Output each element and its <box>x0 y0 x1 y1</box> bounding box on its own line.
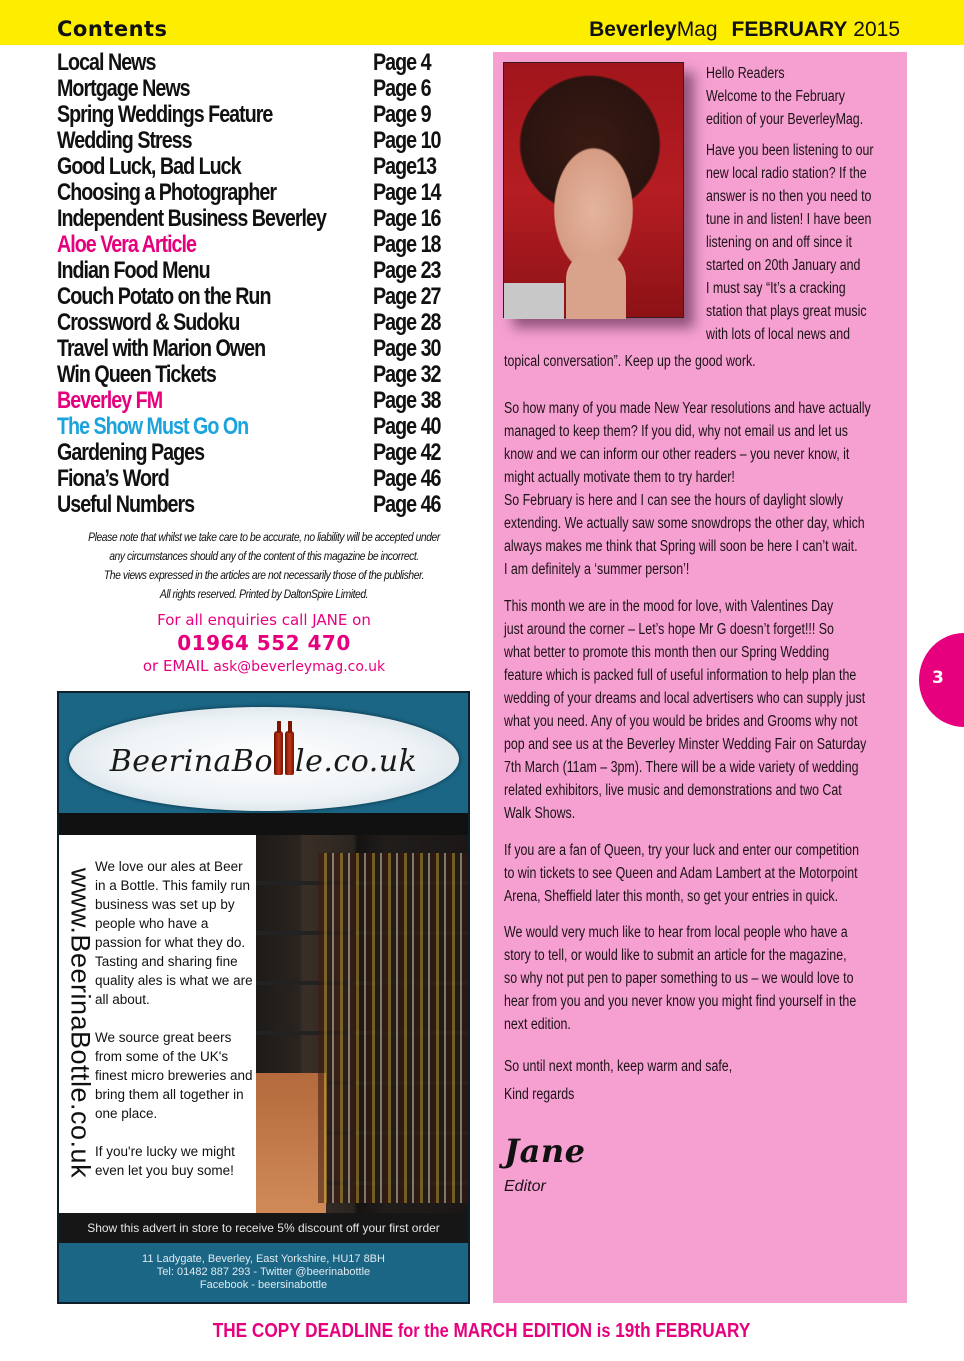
contents-item-title: Beverley FM <box>57 387 163 414</box>
contents-item[interactable] <box>57 414 457 440</box>
mag-name-light: Mag <box>676 18 718 41</box>
letter-line: answer is no then you need to <box>706 188 872 205</box>
letter-line: next edition. <box>504 1016 571 1033</box>
contents-item[interactable] <box>57 388 457 414</box>
contents-item[interactable] <box>57 284 457 310</box>
letter-paragraph-queen <box>504 839 904 908</box>
letter-closing <box>504 1055 904 1106</box>
contents-item[interactable] <box>57 154 457 180</box>
contents-item-page: Page 9 <box>373 101 431 128</box>
advert-tel: Tel: 01482 887 293 - Twitter @beerinabottle <box>156 1266 371 1278</box>
letter-line: So until next month, keep warm and safe, <box>504 1058 733 1075</box>
contents-item-page: Page 28 <box>373 309 441 336</box>
letter-line: I am definitely a ‘summer person’! <box>504 561 690 578</box>
footer-part: is <box>597 1321 611 1342</box>
letter-line: This month we are in the mood for love, with Valentines Day <box>504 598 834 615</box>
letter-paragraph-valentines <box>504 595 904 825</box>
advert-copy <box>95 857 255 1199</box>
contents-item-title: Indian Food Menu <box>57 257 210 284</box>
contents-item-title: Aloe Vera Article <box>57 231 196 258</box>
contents-item-page: Page 40 <box>373 413 441 440</box>
contents-item-page: Page 42 <box>373 439 441 466</box>
letter-line: topical conversation”. Keep up the good work. <box>504 353 756 370</box>
contents-item[interactable] <box>57 310 457 336</box>
contents-item[interactable] <box>57 50 457 76</box>
letter-line: know and we can inform our other readers – you never know, it <box>504 446 850 463</box>
letter-intro <box>706 62 901 346</box>
letter-line: started on 20th January and <box>706 257 861 274</box>
contents-item-title: Gardening Pages <box>57 439 205 466</box>
contents-item-title: Spring Weddings Feature <box>57 101 273 128</box>
letter-line: new local radio station? If the <box>706 165 867 182</box>
bottle-icon <box>274 731 283 775</box>
contents-item-title: Useful Numbers <box>57 491 195 518</box>
letter-line: pop and see us at the Beverley Minster Wedding Fair on Saturday <box>504 736 867 753</box>
portrait-neck <box>566 253 626 319</box>
disclaimer-line: The views expressed in the articles are not necessarily those of the publisher. <box>103 568 425 582</box>
contents-item[interactable] <box>57 232 457 258</box>
letter-line: might actually motivate them to try harder! <box>504 469 735 486</box>
letter-line: story to tell, or would like to submit an article for the magazine, <box>504 947 847 964</box>
contents-item-title: Local News <box>57 49 156 76</box>
letter-line: Kind regards <box>504 1086 575 1103</box>
advert-logo-left: BeerinaBo <box>109 744 274 779</box>
section-title: Contents <box>57 17 168 41</box>
letter-line: related exhibitors, live music and demonstrations and two Cat <box>504 782 842 799</box>
contents-item[interactable] <box>57 102 457 128</box>
contents-item-page: Page13 <box>373 153 437 180</box>
contents-item-page: Page 16 <box>373 205 441 232</box>
contents-item-page: Page 14 <box>373 179 441 206</box>
contents-item-page: Page 4 <box>373 49 431 76</box>
contents-item[interactable] <box>57 180 457 206</box>
advert-copy-paragraph: We love our ales at Beer in a Bottle. This family run business was set up by people who have a passion for what they do. Tasting and sharing fine quality ales is what we are all about. <box>95 859 253 1007</box>
contents-list <box>57 50 457 518</box>
contents-item-title: Independent Business Beverley <box>57 205 326 232</box>
letter-line: Hello Readers <box>706 65 785 82</box>
letter-line: If you are a fan of Queen, try your luck and enter our competition <box>504 842 859 859</box>
letter-line: just around the corner – Let’s hope Mr G doesn’t forget!!! So <box>504 621 834 638</box>
letter-line: Welcome to the February <box>706 88 845 105</box>
advert-divider <box>59 813 468 835</box>
letter-line: what better to promote this month then our Spring Wedding <box>504 644 830 661</box>
letter-line: So February is here and I can see the hours of daylight slowly <box>504 492 844 509</box>
email-label: or EMAIL <box>142 657 209 675</box>
email-link[interactable]: ask@beverleymag.co.uk <box>213 659 386 675</box>
masthead <box>589 18 900 42</box>
disclaimer-line: Please note that whilst we take care to be accurate, no liability will be accepted under <box>88 530 440 544</box>
contents-item[interactable] <box>57 492 457 518</box>
letter-line: I must say “It’s a cracking <box>706 280 846 297</box>
editor-portrait <box>503 62 684 318</box>
contents-item-page: Page 27 <box>373 283 441 310</box>
advert-logo-area <box>59 693 468 813</box>
footer-part: MARCH EDITION <box>453 1320 593 1342</box>
contents-item[interactable] <box>57 128 457 154</box>
contents-item[interactable] <box>57 362 457 388</box>
letter-line: so why not put pen to paper something to us – we would love to <box>504 970 854 987</box>
contents-item[interactable] <box>57 258 457 284</box>
footer-part: THE COPY DEADLINE <box>213 1320 394 1342</box>
enquiries-email-row <box>57 656 471 677</box>
letter-line: managed to keep them? If you did, why not email us and let us <box>504 423 848 440</box>
enquiries <box>57 610 471 677</box>
shop-floor <box>256 1073 326 1213</box>
letter-line: with lots of local news and <box>706 326 851 343</box>
editor-letter-panel <box>493 52 907 1303</box>
footer-part: for the <box>398 1321 450 1342</box>
advert-copy-paragraph: We source great beers from some of the UK's finest micro breweries and bring them all together in one place. <box>95 1030 253 1121</box>
advert-copy-paragraph: If you're lucky we might even let you buy some! <box>95 1144 235 1178</box>
bottle-icon <box>285 731 294 775</box>
letter-line: Have you been listening to our <box>706 142 874 159</box>
advert-facebook: Facebook - beersinabottle <box>199 1279 328 1291</box>
letter-line: hear from you and you never know you might find yourself in the <box>504 993 857 1010</box>
letter-line: always makes me think that Spring will soon be here I can’t wait. <box>504 538 858 555</box>
mag-name-bold: Beverley <box>589 18 677 41</box>
letter-line: tune in and listen! I have been <box>706 211 872 228</box>
contents-item[interactable] <box>57 76 457 102</box>
contents-item-title: Crossword & Sudoku <box>57 309 240 336</box>
shop-shelves-photo <box>256 835 470 1213</box>
advert-text-panel <box>59 835 256 1213</box>
letter-line: wedding of your dreams and local advertisers who can supply just <box>504 690 866 707</box>
advert-discount: Show this advert in store to receive 5% discount off your first order <box>59 1213 468 1243</box>
letter-line: edition of your BeverleyMag. <box>706 111 864 128</box>
page-number: 3 <box>932 668 944 688</box>
portrait-shoulder <box>504 283 564 319</box>
contents-item[interactable] <box>57 466 457 492</box>
contents-item-page: Page 32 <box>373 361 441 388</box>
letter-line: listening on and off since it <box>706 234 852 251</box>
contents-item-title: Mortgage News <box>57 75 190 102</box>
contents-item-page: Page 18 <box>373 231 441 258</box>
letter-line: 7th March (11am – 3pm). There will be a wide variety of wedding <box>504 759 859 776</box>
letter-wrap-line <box>504 350 904 373</box>
footer-part: 19th FEBRUARY <box>615 1320 751 1342</box>
letter-line: So how many of you made New Year resolutions and have actually <box>504 400 871 417</box>
bottle-shelves <box>318 853 468 1203</box>
letter-line: station that plays great music <box>706 303 867 320</box>
letter-line: Walk Shows. <box>504 805 576 822</box>
contents-item-page: Page 23 <box>373 257 441 284</box>
copy-deadline-footer <box>0 1320 964 1343</box>
advert-vertical-url <box>61 847 99 1199</box>
advert-logo-right: le.co.uk <box>295 744 418 779</box>
editor-signature: Jane <box>504 1132 586 1170</box>
advert-logo <box>59 731 468 779</box>
beer-in-a-bottle-advert[interactable] <box>57 691 470 1304</box>
letter-line: We would very much like to hear from local people who have a <box>504 924 848 941</box>
enquiries-phone[interactable]: 01964 552 470 <box>177 631 351 655</box>
contents-item-page: Page 30 <box>373 335 441 362</box>
disclaimer <box>57 528 471 604</box>
contents-item[interactable] <box>57 336 457 362</box>
advert-contact <box>59 1243 468 1304</box>
contents-item-page: Page 46 <box>373 491 441 518</box>
letter-line: feature which is packed full of useful information to help plan the <box>504 667 857 684</box>
contents-item[interactable] <box>57 206 457 232</box>
contents-item[interactable] <box>57 440 457 466</box>
contents-item-page: Page 46 <box>373 465 441 492</box>
contents-item-page: Page 38 <box>373 387 441 414</box>
issue-year: 2015 <box>853 18 900 41</box>
letter-line: to win tickets to see Queen and Adam Lambert at the Motorpoint <box>504 865 858 882</box>
advert-address: 11 Ladygate, Beverley, East Yorkshire, HU17 8BH <box>142 1253 385 1265</box>
enquiries-line: For all enquiries call JANE on <box>157 611 371 629</box>
letter-line: Arena, Sheffield later this month, so get your entries in quick. <box>504 888 839 905</box>
disclaimer-line: All rights reserved. Printed by DaltonSpire Limited. <box>159 587 369 601</box>
letter-paragraph-resolutions <box>504 397 904 581</box>
letter-line: what you need. Any of you would be brides and Grooms why not <box>504 713 858 730</box>
editor-role: Editor <box>504 1178 546 1195</box>
disclaimer-line: any circumstances should any of the content of this magazine be incorrect. <box>109 549 419 563</box>
contents-item-title: Wedding Stress <box>57 127 192 154</box>
contents-item-title: Good Luck, Bad Luck <box>57 153 241 180</box>
letter-paragraph-stories <box>504 921 904 1036</box>
contents-item-title: The Show Must Go On <box>57 413 249 440</box>
contents-item-title: Fiona’s Word <box>57 465 169 492</box>
contents-item-page: Page 10 <box>373 127 441 154</box>
letter-line: extending. We actually saw some snowdrops the other day, which <box>504 515 865 532</box>
contents-item-page: Page 6 <box>373 75 431 102</box>
issue-month: FEBRUARY <box>731 18 848 41</box>
advert-vertical-url-text: www.BeerinaBottle.co.uk <box>65 867 96 1179</box>
contents-item-title: Couch Potato on the Run <box>57 283 271 310</box>
contents-item-title: Travel with Marion Owen <box>57 335 266 362</box>
contents-item-title: Choosing a Photographer <box>57 179 277 206</box>
contents-item-title: Win Queen Tickets <box>57 361 216 388</box>
